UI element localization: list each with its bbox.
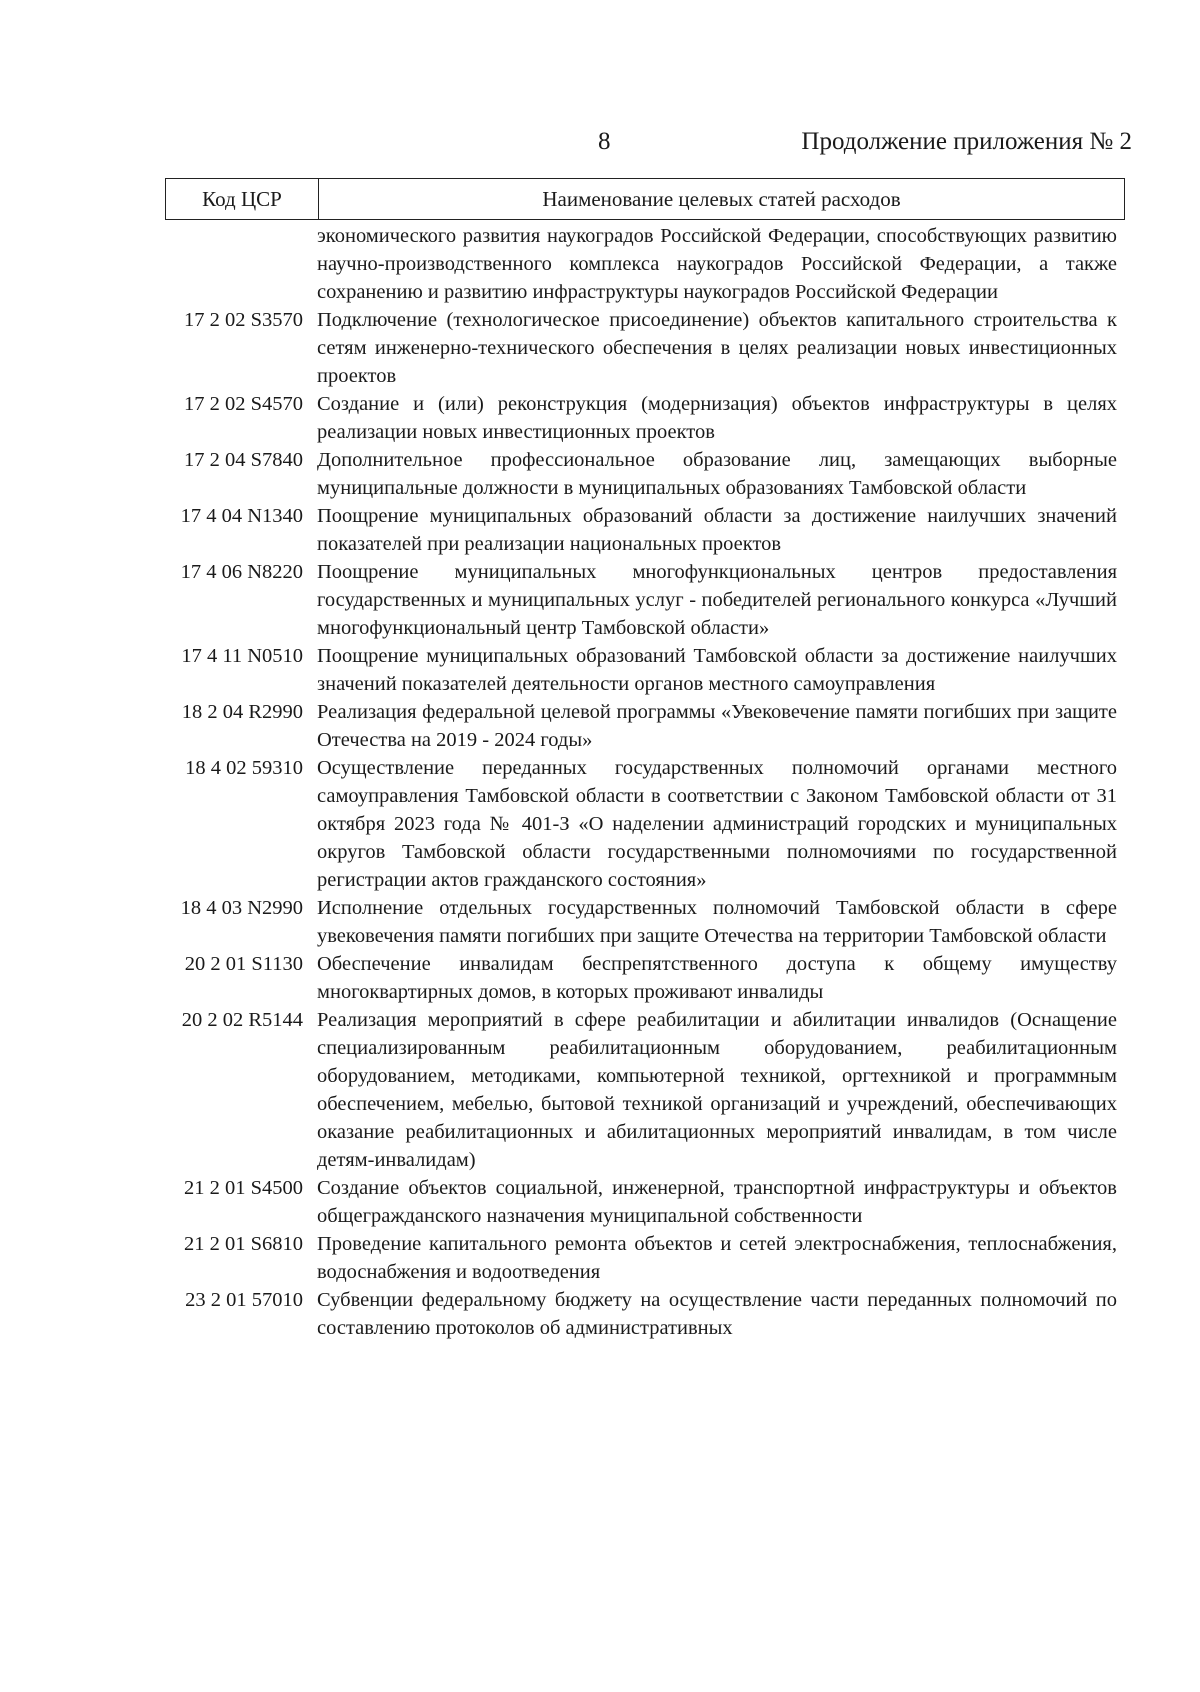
row-description: Субвенции федеральному бюджету на осуществление части переданных полномочий по составлению протоколов об административных bbox=[317, 1289, 1117, 1339]
appendix-label: Продолжение приложения № 2 bbox=[801, 128, 1132, 155]
row-code: 17 2 02 S4570 bbox=[183, 393, 303, 415]
row-code: 18 2 04 R2990 bbox=[181, 701, 303, 723]
row-code: 20 2 01 S1130 bbox=[184, 953, 303, 975]
row-description: Поощрение муниципальных многофункциональных центров предоставления государственных и муниципальных услуг - победителей регионального конкурса «Лучший многофункциональный центр Тамбовской области» bbox=[317, 561, 1117, 639]
row-code: 17 4 06 N8220 bbox=[180, 561, 303, 583]
table-row bbox=[165, 306, 1125, 390]
row-code: 18 4 02 59310 bbox=[185, 757, 303, 779]
row-description: Осуществление переданных государственных полномочий органами местного самоуправления Тамбовской области в соответствии с Законом Тамбовской области от 31 октября 2023 года № 401-З «О наделении администраций городских и муниципальных округов Тамбовской области государственными полномочиями по государственной регистрации актов гражданского состояния» bbox=[317, 757, 1117, 891]
row-description: Реализация федеральной целевой программы «Увековечение памяти погибших при защите Отечества на 2019 - 2024 годы» bbox=[317, 701, 1117, 751]
row-description: Создание и (или) реконструкция (модернизация) объектов инфраструктуры в целях реализации новых инвестиционных проектов bbox=[317, 393, 1117, 443]
table-row bbox=[165, 222, 1125, 306]
table-row bbox=[165, 390, 1125, 446]
table-body bbox=[165, 222, 1125, 1342]
row-description: экономического развития наукоградов Российской Федерации, способствующих развитию научно-производственного комплекса наукоградов Российской Федерации, а также сохранению и развитию инфраструктуры наукоградов Российской Федерации bbox=[317, 225, 1117, 303]
row-code: 21 2 01 S6810 bbox=[183, 1233, 303, 1255]
row-description: Исполнение отдельных государственных полномочий Тамбовской области в сфере увековечения памяти погибших при защите Отечества на территории Тамбовской области bbox=[317, 897, 1117, 947]
row-code: 17 4 04 N1340 bbox=[180, 505, 303, 527]
page-number: 8 bbox=[598, 128, 611, 155]
row-description: Реализация мероприятий в сфере реабилитации и абилитации инвалидов (Оснащение специализированным реабилитационным оборудованием, реабилитационным оборудованием, методиками, компьютерной техникой, оргтехникой и программным обеспечением, мебелью, бытовой техникой организаций и учреждений, обеспечивающих оказание реабилитационных и абилитационных мероприятий инвалидам, в том числе детям-инвалидам) bbox=[317, 1009, 1117, 1171]
table-row bbox=[165, 950, 1125, 1006]
row-code: 17 2 04 S7840 bbox=[183, 449, 303, 471]
table-row bbox=[165, 642, 1125, 698]
table-row bbox=[165, 894, 1125, 950]
row-code: 18 4 03 N2990 bbox=[180, 897, 303, 919]
row-code: 23 2 01 57010 bbox=[185, 1289, 303, 1311]
table-row bbox=[165, 502, 1125, 558]
row-code: 17 4 11 N0510 bbox=[181, 645, 303, 667]
row-code: 17 2 02 S3570 bbox=[183, 309, 303, 331]
table-row bbox=[165, 1230, 1125, 1286]
row-code: 20 2 02 R5144 bbox=[181, 1009, 303, 1031]
table-row bbox=[165, 558, 1125, 642]
table-header bbox=[165, 178, 1125, 220]
table-row bbox=[165, 1174, 1125, 1230]
row-description: Создание объектов социальной, инженерной, транспортной инфраструктуры и объектов общегражданского назначения муниципальной собственности bbox=[317, 1177, 1117, 1227]
row-description: Поощрение муниципальных образований области за достижение наилучших значений показателей при реализации национальных проектов bbox=[317, 505, 1117, 555]
table-row bbox=[165, 1286, 1125, 1342]
table-row bbox=[165, 1006, 1125, 1174]
page-header bbox=[0, 128, 1200, 168]
row-code: 21 2 01 S4500 bbox=[183, 1177, 303, 1199]
row-description: Поощрение муниципальных образований Тамбовской области за достижение наилучших значений показателей деятельности органов местного самоуправления bbox=[317, 645, 1117, 695]
row-description: Обеспечение инвалидам беспрепятственного доступа к общему имуществу многоквартирных домов, в которых проживают инвалиды bbox=[317, 953, 1117, 1003]
row-description: Дополнительное профессиональное образование лиц, замещающих выборные муниципальные должности в муниципальных образованиях Тамбовской области bbox=[317, 449, 1117, 499]
row-description: Проведение капитального ремонта объектов и сетей электроснабжения, теплоснабжения, водоснабжения и водоотведения bbox=[317, 1233, 1117, 1283]
column-header-code: Код ЦСР bbox=[166, 179, 319, 219]
table-row bbox=[165, 446, 1125, 502]
table-row bbox=[165, 754, 1125, 894]
table-row bbox=[165, 698, 1125, 754]
column-header-name: Наименование целевых статей расходов bbox=[542, 186, 901, 211]
row-description: Подключение (технологическое присоединение) объектов капитального строительства к сетям инженерно-технического обеспечения в целях реализации новых инвестиционных проектов bbox=[317, 309, 1117, 387]
